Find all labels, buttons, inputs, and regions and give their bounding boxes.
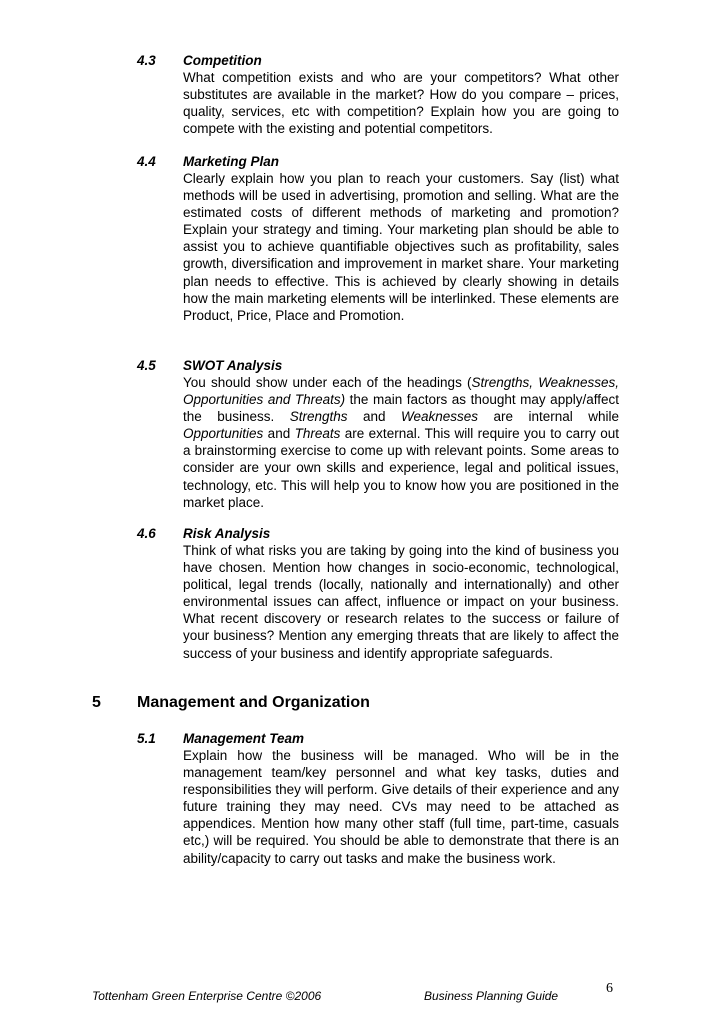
subsection-risk-analysis	[137, 525, 619, 662]
section-title: Management and Organization	[137, 694, 370, 711]
swot-text: are external. This will require you to carry out a brainstorming exercise to come up with relevant points. Some areas to consider are your own skills and experience, legal and political issues, technology, etc. This will help you to know how you are positioned in the market place.	[183, 426, 619, 510]
subsection-body: Explain how the business will be managed. Who will be in the management team/key personnel and what key tasks, duties and responsibilities they will perform. Give details of their experience and any future training they may need. CVs may need to be attached as appendices. Mention how many other staff (full time, part-time, casuals etc,) will be required. You should be able to demonstrate that there is an ability/capacity to carry out tasks and make the business work.	[183, 748, 619, 866]
subsection-body	[183, 374, 619, 511]
subsection-management-team	[137, 730, 619, 867]
section-number: 5	[92, 694, 101, 711]
page-number: 6	[606, 981, 613, 996]
footer-organization: Tottenham Green Enterprise Centre ©2006	[92, 989, 322, 1003]
swot-term-threats: Threats	[294, 426, 341, 442]
subsection-competition	[137, 52, 619, 137]
subsection-number: 4.3	[137, 53, 156, 68]
subsection-title: Management Team	[183, 731, 305, 746]
swot-text: the main factors as thought may apply/affect the business.	[183, 392, 619, 425]
swot-text: You should show under each of the headings (	[183, 375, 472, 390]
subsection-number: 4.4	[137, 154, 156, 169]
subsection-title: Marketing Plan	[183, 154, 280, 169]
subsection-number: 5.1	[137, 731, 156, 746]
subsection-swot-analysis	[137, 357, 619, 511]
swot-term-strengths: Strengths	[289, 409, 348, 425]
swot-term-opportunities: Opportunities	[183, 426, 264, 442]
subsection-body: Think of what risks you are taking by going into the kind of business you have chosen. Mention how changes in socio-economic, technological, political, legal trends (locally, nationally and internationally) and other environmental issues can affect, influence or impact on your business. What recent discovery or research relates to the success or failure of your business? Mention any emerging threats that are likely to affect the success of your business and identify appropriate safeguards.	[183, 543, 619, 661]
subsection-body: What competition exists and who are your competitors? What other substitutes are available in the market? How do you compare – prices, quality, services, etc with competition? Explain how you are going to compete with the existing and potential competitors.	[183, 70, 619, 137]
footer-document-title: Business Planning Guide	[424, 989, 559, 1003]
subsection-title: Competition	[183, 53, 262, 68]
subsection-title: Risk Analysis	[183, 526, 271, 541]
swot-term-list: Weaknesses, Opportunities and Threats)	[183, 375, 619, 408]
swot-text: and	[263, 426, 295, 442]
subsection-title: SWOT Analysis	[183, 358, 283, 373]
swot-term-strengths: Strengths,	[471, 375, 534, 390]
swot-text: are internal while	[478, 409, 619, 425]
subsection-number: 4.6	[137, 526, 156, 541]
subsection-marketing-plan	[137, 153, 619, 324]
swot-text: and	[347, 409, 401, 425]
subsection-body: Clearly explain how you plan to reach your customers. Say (list) what methods will be used in advertising, promotion and selling. What are the estimated costs of different methods of marketing and promotion? Explain your strategy and timing. Your marketing plan should be able to assist you to achieve quantifiable objectives such as profitability, sales growth, diversification and improvement in market share. Your marketing plan needs to effective. This is achieved by clearly showing in details how the main marketing elements will be interlinked. These elements are Product, Price, Place and Promotion.	[183, 171, 619, 323]
subsection-number: 4.5	[137, 358, 156, 373]
swot-term-weaknesses: Weaknesses	[401, 409, 479, 425]
